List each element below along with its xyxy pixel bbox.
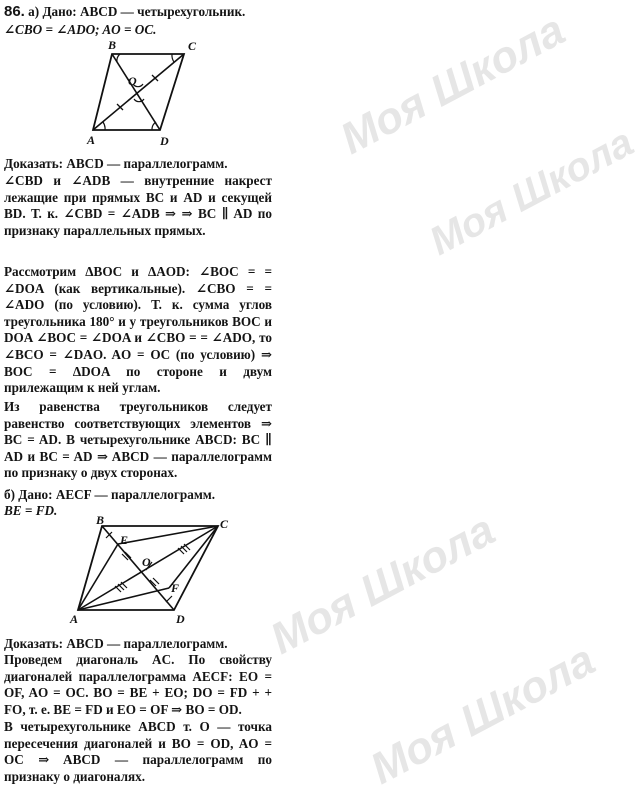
given-b-line2: BE = FD. [4, 503, 58, 518]
label-o: O [142, 555, 151, 569]
given-a-text: а) Дано: ABCD — четырехугольник. [28, 4, 246, 19]
figure-b [70, 513, 250, 626]
label-d: D [176, 612, 185, 626]
label-d: D [160, 134, 169, 148]
label-f: F [171, 581, 180, 595]
given-a-line2: ∠CBO = ∠ADO; AO = OC. [4, 22, 157, 37]
paragraph-a2: Рассмотрим ΔBOC и ΔAOD: ∠BOC = = ∠DOA (как вертикальные). ∠CBO = = ∠ADO (по условию). Т. к. сумма углов треугольника 180° и у треугольников BOC и DOA ∠BOC = ∠DOA и ∠CBO = = ∠ADO, то ∠BCO = ∠DAO. AO = OC (по условию) ⇒ BOC = ΔDOA по стороне и двум прилежащим к ней углам. [4, 264, 272, 396]
paragraph-a1: ∠CBD и ∠ADB — внутренние накрест лежащие при прямых BC и AD и секущей BD. Т. к. ∠CBD = ∠ADB ⇒ ⇒ BC ∥ AD по признаку параллельных прямых. [4, 173, 272, 238]
label-e: E [120, 533, 129, 547]
watermark: Моя Школа [262, 505, 503, 664]
label-o: O [128, 74, 137, 88]
label-a: A [87, 133, 96, 147]
paragraph-b2: В четырехугольнике ABCD т. O — точка пересечения диагоналей и BO = OD, AO = OC ⇒ ABCD — параллелограмм по признаку о диагоналях. [4, 719, 272, 784]
label-b: B [96, 513, 105, 527]
watermark: Моя Школа [422, 120, 641, 264]
problem-number: 86. [4, 3, 25, 20]
paragraph-b1: Проведем диагональ AC. По свойству диагоналей параллелограмма AECF: EO = OF, AO = OC. BO = BE + EO; DO = FD + + FO, т. е. BE = FD и EO = OF ⇒ BO = OD. [4, 652, 272, 717]
watermark: Моя Школа [332, 5, 573, 164]
given-b-line1: б) Дано: AECF — параллелограмм. [4, 487, 216, 502]
prove-a: Доказать: ABCD — параллелограмм. [4, 156, 228, 171]
figure-a-drawing [88, 38, 248, 148]
label-c: C [188, 39, 197, 53]
prove-b: Доказать: ABCD — параллелограмм. [4, 636, 228, 651]
label-b: B [108, 38, 117, 52]
label-c: C [220, 517, 229, 531]
watermark: Моя Школа [362, 635, 603, 794]
paragraph-a3: Из равенства треугольников следует равенство соответствующих элементов ⇒ BC = AD. В четырехугольнике ABCD: BC ∥ AD и BC = AD ⇒ ABCD — параллелограмм по признаку о двух сторонах. [4, 399, 272, 481]
given-a-line1 [4, 4, 272, 21]
label-a: A [70, 612, 79, 626]
